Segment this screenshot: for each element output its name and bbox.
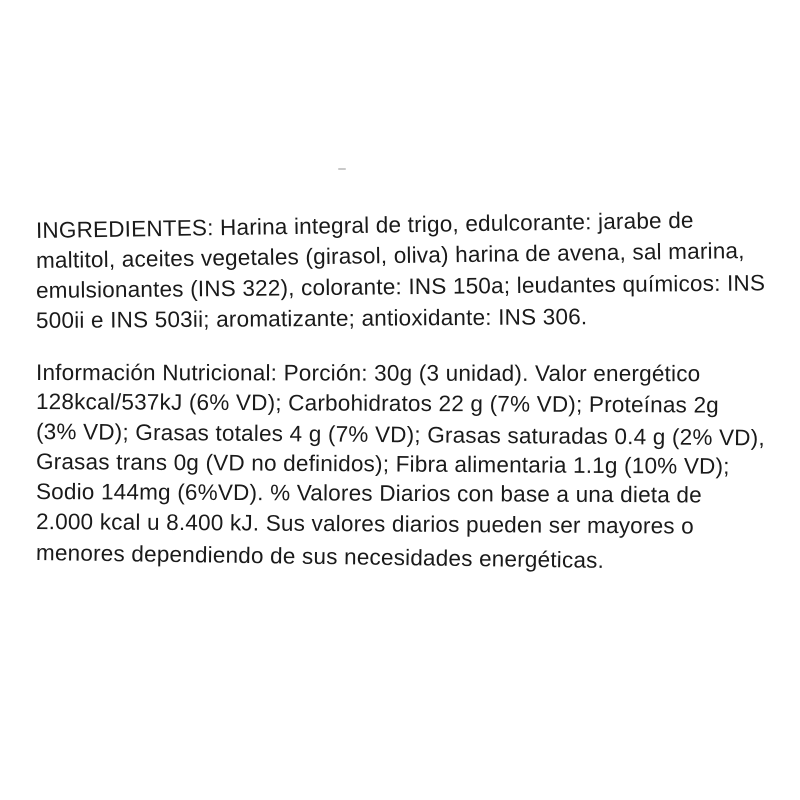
ingredients-line: INGREDIENTES: Harina integral de trigo, edulcorante: jarabe de xyxy=(35,207,694,243)
nutrition-line: Información Nutricional: Porción: 30g (3 unidad). Valor energético xyxy=(35,360,701,387)
nutrition-line: Sodio 144mg (6%VD). % Valores Diarios con base a una dieta de xyxy=(35,479,702,508)
speck-mark xyxy=(338,168,346,170)
nutrition-line: 2.000 kcal u 8.400 kJ. Sus valores diarios pueden ser mayores o xyxy=(35,509,695,539)
nutrition-line: menores dependiendo de sus necesidades energéticas. xyxy=(35,540,605,573)
nutrition-line: (3% VD); Grasas totales 4 g (7% VD); Grasas saturadas 0.4 g (2% VD), xyxy=(35,419,765,451)
ingredients-line: maltitol, aceites vegetales (girasol, oliva) harina de avena, sal marina, xyxy=(35,238,745,273)
nutrition-line: 128kcal/537kJ (6% VD); Carbohidratos 22 g (7% VD); Proteínas 2g xyxy=(35,389,719,418)
nutrition-line: Grasas trans 0g (VD no definidos); Fibra alimentaria 1.1g (10% VD); xyxy=(35,449,730,479)
ingredients-line: emulsionantes (INS 322), colorante: INS 150a; leudantes químicos: INS xyxy=(35,270,766,303)
ingredients-line: 500ii e INS 503ii; aromatizante; antioxidante: INS 306. xyxy=(35,304,588,333)
